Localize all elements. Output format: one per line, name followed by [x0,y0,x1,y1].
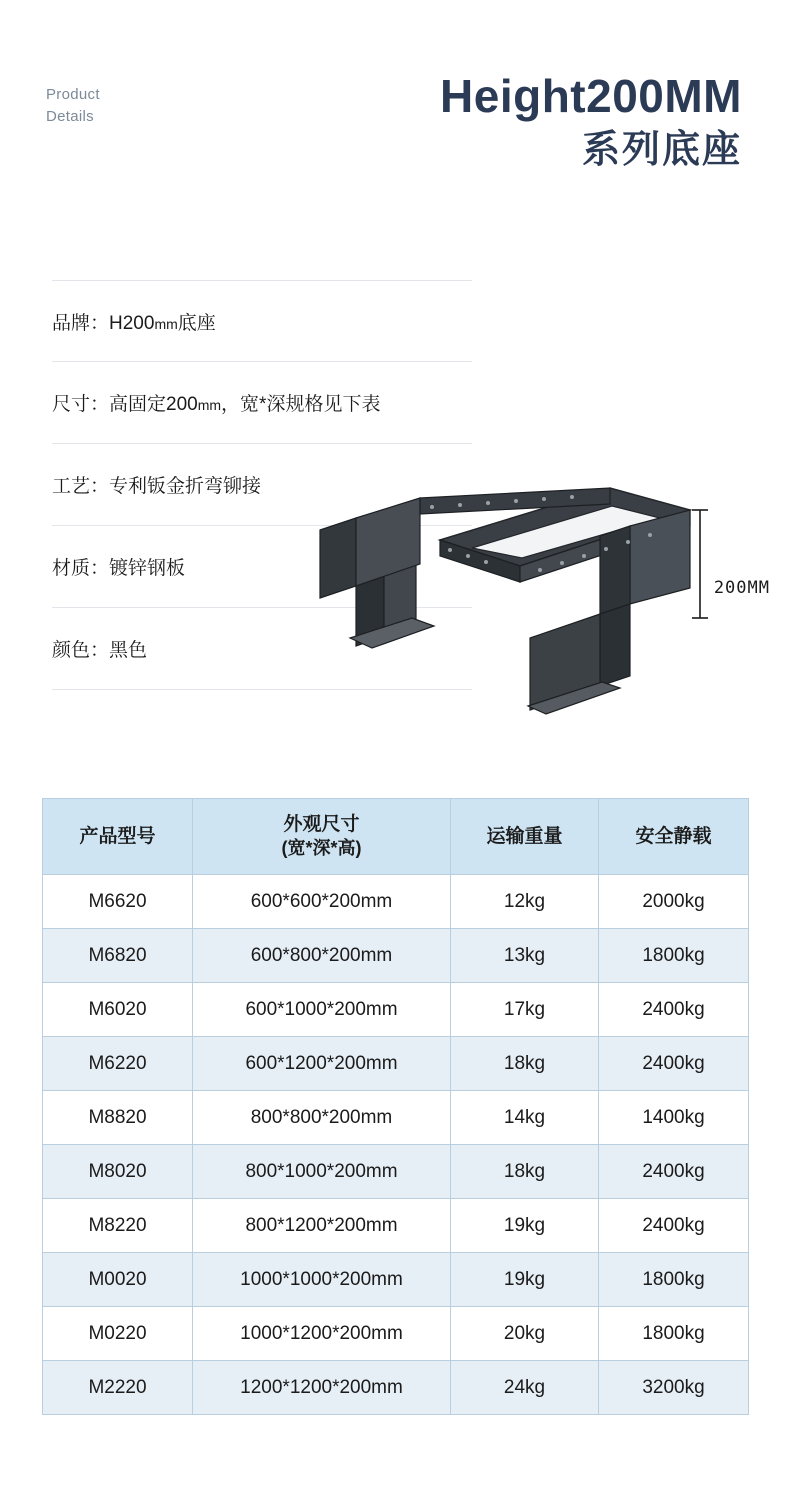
cell-load: 2400kg [599,1199,749,1253]
table-row [43,1307,749,1361]
header-load: 安全静载 [599,799,749,875]
header-size-main: 外观尺寸 [283,814,360,836]
cell-size: 600*600*200mm [193,875,451,929]
cell-weight: 14kg [451,1091,599,1145]
cell-model: M8020 [43,1145,193,1199]
cell-size: 600*1200*200mm [193,1037,451,1091]
header-weight: 运输重量 [451,799,599,875]
table-row [43,1361,749,1415]
dimension-label: 200MM [713,578,770,598]
cell-model: M2220 [43,1361,193,1415]
spec-size-tail: ，宽*深规格见下表 [221,394,381,415]
header-title-block [440,72,742,173]
cell-load: 2400kg [599,1145,749,1199]
header-model: 产品型号 [43,799,193,875]
cell-size: 1000*1200*200mm [193,1307,451,1361]
cell-load: 2000kg [599,875,749,929]
cell-model: M6820 [43,929,193,983]
cell-load: 1400kg [599,1091,749,1145]
page-subtitle: 系列底座 [581,128,742,171]
spec-brand-label: 品牌： [52,312,110,334]
header-eyebrow-line2: Details [46,107,94,125]
page-header [0,0,790,250]
cell-weight: 19kg [451,1199,599,1253]
cell-model: M0020 [43,1253,193,1307]
cell-size: 1000*1000*200mm [193,1253,451,1307]
spec-size-value: 高固定200 [109,394,198,415]
spec-row-brand [52,280,472,362]
cell-size: 800*1000*200mm [193,1145,451,1199]
spec-color-value: 黑色 [109,640,148,661]
table-row [43,875,749,929]
spec-brand-unit: mm [154,315,178,332]
product-figure [300,470,770,740]
header-eyebrow [46,84,100,128]
table-head [43,799,749,875]
spec-color-label: 颜色： [52,640,110,661]
spec-size-text [52,389,380,416]
cell-model: M6220 [43,1037,193,1091]
table-header-row [43,799,749,875]
cell-load: 2400kg [599,983,749,1037]
cell-weight: 20kg [451,1307,599,1361]
table-row [43,983,749,1037]
header-size-sub: (宽*深*高) [281,838,362,859]
table-row [43,1253,749,1307]
table-row [43,929,749,983]
cell-load: 1800kg [599,1307,749,1361]
spec-brand-text [52,308,216,335]
table-row [43,1037,749,1091]
spec-material-label: 材质： [52,558,110,579]
cell-weight: 13kg [451,929,599,983]
base-frame-illustration [300,470,770,740]
cell-load: 1800kg [599,1253,749,1307]
cell-load: 1800kg [599,929,749,983]
spec-size-label: 尺寸： [52,394,110,415]
header-eyebrow-line1: Product [46,86,100,103]
spec-brand-value: H200 [109,312,155,334]
cell-model: M6620 [43,875,193,929]
spec-material-value: 镀锌钢板 [109,558,186,579]
cell-model: M8820 [43,1091,193,1145]
cell-weight: 18kg [451,1037,599,1091]
cell-size: 600*800*200mm [193,929,451,983]
cell-size: 800*1200*200mm [193,1199,451,1253]
cell-weight: 17kg [451,983,599,1037]
spec-material-text [52,553,185,580]
cell-load: 3200kg [599,1361,749,1415]
spec-process-text [52,471,261,498]
table-row [43,1199,749,1253]
spec-color-text [52,635,147,662]
spec-size-unit: mm [197,397,222,413]
table-row [43,1145,749,1199]
cell-model: M6020 [43,983,193,1037]
spec-table-wrap [42,798,748,1415]
cell-weight: 12kg [451,875,599,929]
cell-model: M8220 [43,1199,193,1253]
cell-size: 1200*1200*200mm [193,1361,451,1415]
cell-weight: 24kg [451,1361,599,1415]
header-size [193,799,451,875]
cell-size: 800*800*200mm [193,1091,451,1145]
table-body [43,875,749,1415]
cell-model: M0220 [43,1307,193,1361]
page-title: Height200MM [440,70,742,122]
spec-process-label: 工艺： [52,476,110,497]
spec-row-size [52,362,472,444]
spec-process-value: 专利钣金折弯铆接 [109,476,262,497]
cell-size: 600*1000*200mm [193,983,451,1037]
cell-weight: 19kg [451,1253,599,1307]
cell-weight: 18kg [451,1145,599,1199]
cell-load: 2400kg [599,1037,749,1091]
table-row [43,1091,749,1145]
spec-brand-tail: 底座 [177,312,216,334]
spec-table [42,798,749,1415]
